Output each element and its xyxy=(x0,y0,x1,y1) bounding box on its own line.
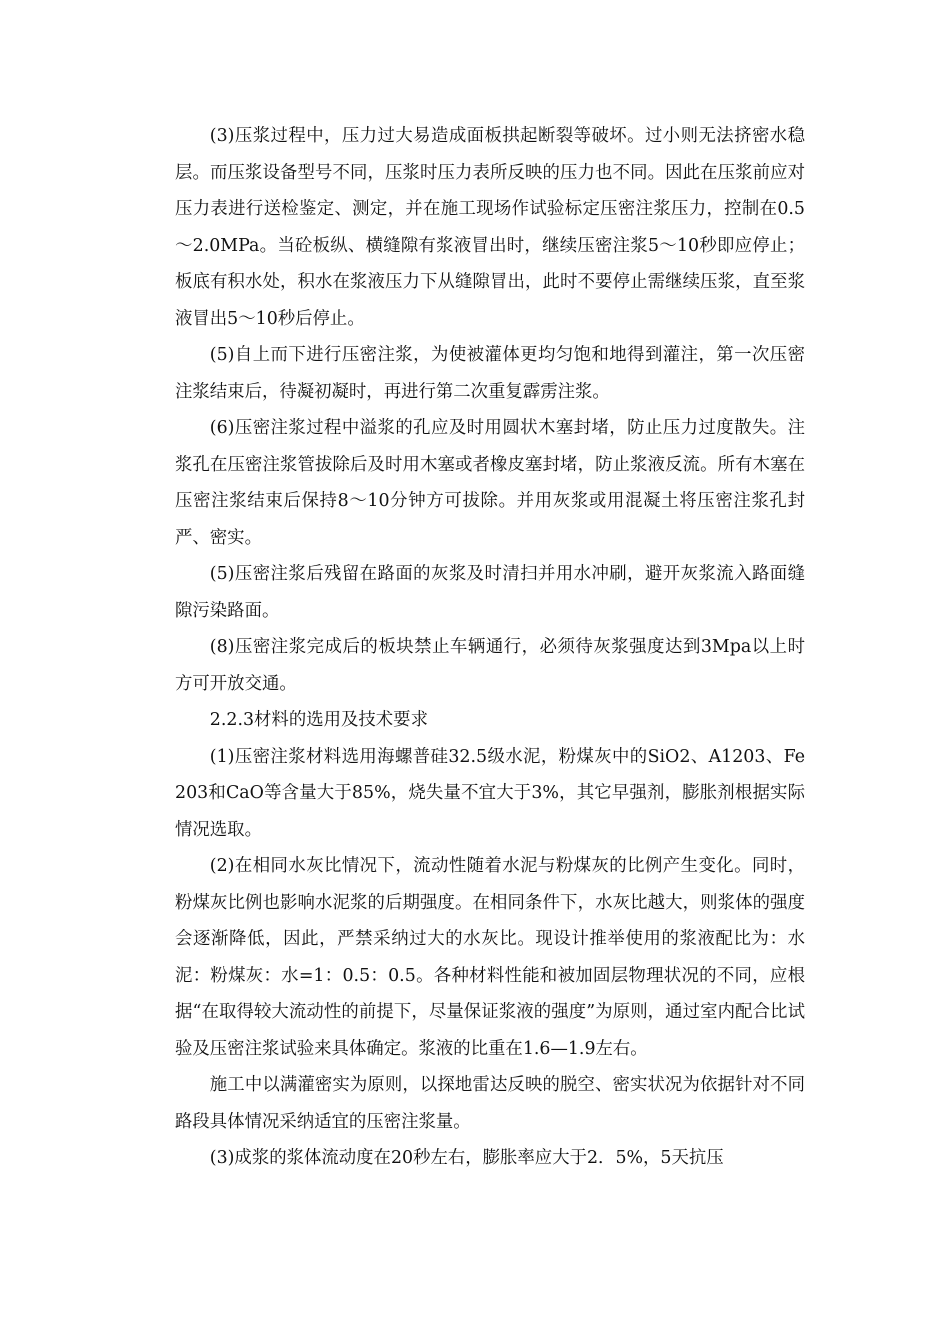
paragraph-surface-cleaning: (5)压密注浆后残留在路面的灰浆及时清扫并用水冲刷，避开灰浆流入路面缝隙污染路面。 xyxy=(175,564,805,621)
paragraph-slurry-flow: (3)成浆的浆体流动度在20秒左右，膨胀率应大于2．5%，5天抗压 xyxy=(209,1148,724,1168)
paragraph-pressure-control: (3)压浆过程中，压力过大易造成面板拱起断裂等破坏。过小则无法挤密水稳层。而压浆设备型号不同，压浆时压力表所反映的压力也不同。因此在压浆前应对压力表进行送检鉴定、测定，并在施工现场作试验标定压密注浆压力，控制在0.5～2.0MPa。当砼板纵、横缝隙有浆液冒出时，继续压密注浆5～10秒即应停止；板底有积水处，积水在浆液压力下从缝隙冒出，此时不要停止需继续压浆，直至浆液冒出5～10秒后停止。 xyxy=(175,126,805,329)
paragraph-hole-plugging: (6)压密注浆过程中溢浆的孔应及时用圆状木塞封堵，防止压力过度散失。注浆孔在压密注浆管拔除后及时用木塞或者橡皮塞封堵，防止浆液反流。所有木塞在压密注浆结束后保持8～10分钟方可拔除。并用灰浆或用混凝土将压密注浆孔封严、密实。 xyxy=(175,418,805,548)
section-heading-materials: 2.2.3材料的选用及技术要求 xyxy=(209,710,428,730)
paragraph-traffic-restriction: (8)压密注浆完成后的板块禁止车辆通行，必须待灰浆强度达到3Mpa以上时方可开放交通。 xyxy=(175,637,805,694)
paragraph-water-cement-ratio: (2)在相同水灰比情况下，流动性随着水泥与粉煤灰的比例产生变化。同时，粉煤灰比例也影响水泥浆的后期强度。在相同条件下，水灰比越大，则浆体的强度会逐渐降低，因此，严禁采纳过大的水灰比。现设计推举使用的浆液配比为：水泥：粉煤灰：水=1：0.5：0.5。各种材料性能和被加固层物理状况的不同，应根据“在取得较大流动性的前提下，尽量保证浆液的强度”为原则，通过室内配合比试验及压密注浆试验来具体确定。浆液的比重在1.6—1.9左右。 xyxy=(175,856,805,1059)
paragraph-top-down-grouting: (5)自上而下进行压密注浆，为使被灌体更均匀饱和地得到灌注，第一次压密注浆结束后，待凝初凝时，再进行第二次重复霹雳注浆。 xyxy=(175,345,805,402)
document-body xyxy=(175,118,805,1177)
paragraph-grouting-volume: 施工中以满灌密实为原则，以探地雷达反映的脱空、密实状况为依据针对不同路段具体情况采纳适宜的压密注浆量。 xyxy=(175,1075,805,1132)
paragraph-material-selection: (1)压密注浆材料选用海螺普硅32.5级水泥，粉煤灰中的SiO2、A1203、Fe203和CaO等含量大于85%，烧失量不宜大于3%，其它早强剂，膨胀剂根据实际情况选取。 xyxy=(175,746,805,840)
